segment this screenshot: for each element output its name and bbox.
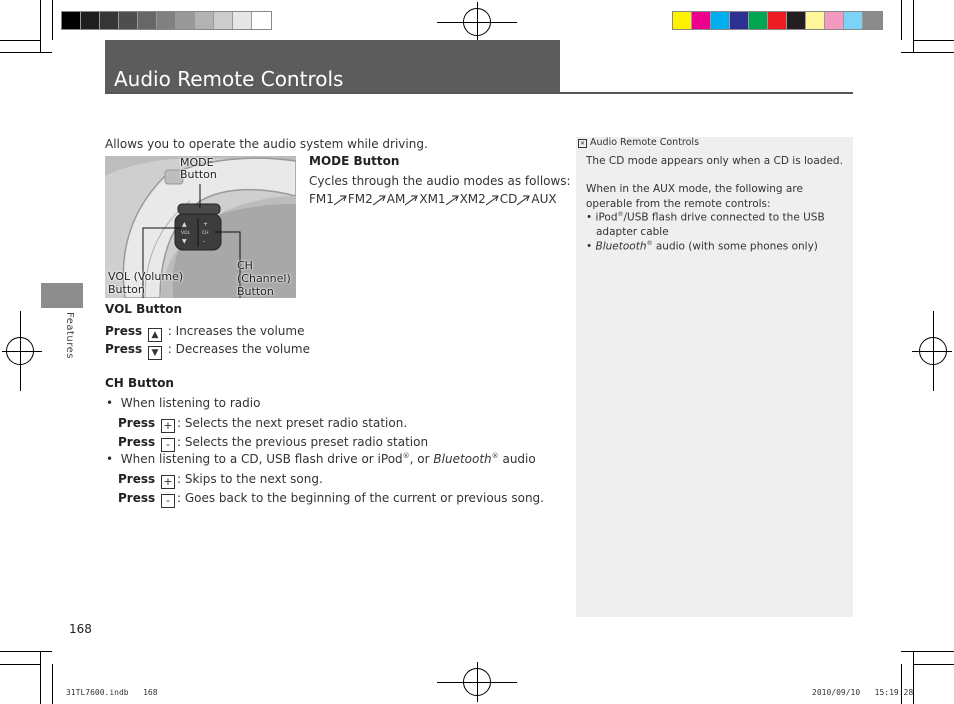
cd-bullet-or: , or <box>409 452 434 466</box>
note-text: /USB flash drive connected to the USB <box>623 211 825 224</box>
color-swatch <box>157 12 176 29</box>
note-heading: Audio Remote Controls <box>590 137 700 148</box>
press-label: Press <box>118 435 156 449</box>
radio-bullet-text: When listening to radio <box>120 396 261 410</box>
minus-key-icon: - <box>161 494 175 508</box>
title-band <box>105 40 560 93</box>
crop-mark <box>914 40 954 41</box>
cd-plus-row <box>118 472 323 489</box>
svg-text:-: - <box>203 238 206 245</box>
bullet-icon: • <box>586 240 596 253</box>
ch-callout-label <box>237 259 291 298</box>
footer-date: 2010/09/10 <box>812 688 861 697</box>
press-label: Press <box>105 342 143 356</box>
cd-plus-text: : Skips to the next song. <box>176 472 323 486</box>
color-swatch <box>711 12 730 29</box>
mode-step: XM2 <box>459 192 486 206</box>
section-tab-label: Features <box>64 312 75 359</box>
crop-mark <box>52 0 53 40</box>
color-swatch <box>119 12 138 29</box>
press-label: Press <box>105 324 143 338</box>
arrow-right-icon <box>405 194 419 206</box>
callout-line: Button <box>180 168 217 181</box>
mode-callout-label <box>180 157 217 181</box>
bullet-icon: • <box>586 211 596 224</box>
minus-key-icon: - <box>161 438 175 452</box>
arrow-right-icon <box>517 194 531 206</box>
callout-line: MODE <box>180 156 214 169</box>
arrow-right-icon <box>373 194 387 206</box>
radio-plus-text: : Selects the next preset radio station. <box>176 416 408 430</box>
press-label: Press <box>118 472 156 486</box>
color-swatch <box>62 12 81 29</box>
plus-key-icon: + <box>161 475 175 489</box>
svg-text:▲: ▲ <box>182 221 187 228</box>
vol-down-row <box>105 342 310 360</box>
crop-mark <box>913 0 914 52</box>
color-swatch <box>100 12 119 29</box>
svg-text:VOL: VOL <box>181 231 191 236</box>
footer-file <box>66 688 158 697</box>
note-text: audio (with some phones only) <box>652 240 818 253</box>
color-swatch <box>214 12 233 29</box>
note-line: The CD mode appears only when a CD is loaded. <box>586 155 843 167</box>
mode-step: FM1 <box>309 192 334 206</box>
title-rule <box>105 92 853 94</box>
gray-swatch-bar <box>61 11 272 30</box>
page-title: Audio Remote Controls <box>114 67 344 91</box>
note-text: iPod <box>595 211 618 224</box>
color-swatch <box>749 12 768 29</box>
intro-text: Allows you to operate the audio system while driving. <box>105 137 428 151</box>
crop-mark <box>40 0 41 52</box>
radio-plus-row <box>118 416 407 433</box>
mode-step: FM2 <box>347 192 373 206</box>
mode-step: AUX <box>531 192 557 206</box>
note-heading-row <box>578 137 699 148</box>
registration-mark <box>6 337 34 365</box>
vol-heading: VOL Button <box>105 302 183 316</box>
mode-step: AM <box>386 192 406 206</box>
callout-line: (Channel) <box>237 272 291 285</box>
note-bullet <box>586 211 825 224</box>
section-tab <box>41 283 83 308</box>
callout-line: CH <box>237 259 253 272</box>
press-label: Press <box>118 491 156 505</box>
color-swatch <box>81 12 100 29</box>
cd-minus-text: : Goes back to the beginning of the current or previous song. <box>176 491 544 505</box>
radio-minus-row <box>118 435 428 452</box>
callout-line: Button <box>237 285 274 298</box>
vol-callout-label <box>108 270 183 296</box>
note-icon: ✕ <box>579 140 586 147</box>
cd-minus-row <box>118 491 544 508</box>
color-swatch <box>692 12 711 29</box>
footer-time: 15:19:28 <box>874 688 914 697</box>
mode-step: CD <box>499 192 518 206</box>
arrow-right-icon <box>446 194 460 206</box>
bluetooth-text: Bluetooth <box>595 240 647 253</box>
cd-bullet-prefix: When listening to a CD, USB flash drive or iPod <box>120 452 403 466</box>
registered-mark: ® <box>617 211 624 218</box>
registered-mark: ® <box>646 240 653 247</box>
svg-text:+: + <box>203 221 209 228</box>
crop-mark <box>901 52 954 53</box>
color-swatch <box>825 12 844 29</box>
color-swatch <box>806 12 825 29</box>
triangle-down-icon: ▼ <box>148 346 162 360</box>
mode-heading: MODE Button <box>309 154 400 168</box>
color-swatch <box>233 12 252 29</box>
radio-minus-text: : Selects the previous preset radio station <box>176 435 429 449</box>
bluetooth-text: Bluetooth <box>433 452 492 466</box>
color-swatch <box>195 12 214 29</box>
crop-mark <box>0 40 40 41</box>
note-line: operable from the remote controls: <box>586 198 771 210</box>
ch-heading: CH Button <box>105 376 174 390</box>
footer-timestamp <box>812 688 913 697</box>
footer-filename: 31TL7600.indb <box>66 688 129 697</box>
arrow-right-icon <box>334 194 348 206</box>
crop-mark <box>901 0 902 40</box>
crop-mark <box>901 664 902 704</box>
callout-line: VOL (Volume) <box>108 270 184 283</box>
plus-key-icon: + <box>161 419 175 433</box>
vol-up-text: : Increases the volume <box>167 324 305 338</box>
registration-mark <box>463 8 491 36</box>
crop-mark <box>40 651 41 704</box>
color-swatch <box>768 12 787 29</box>
color-swatch <box>863 12 882 29</box>
note-line: adapter cable <box>596 226 669 238</box>
svg-text:CH: CH <box>202 231 209 236</box>
bullet-icon: • <box>106 396 121 410</box>
vol-up-row <box>105 324 304 342</box>
color-swatch <box>176 12 195 29</box>
radio-bullet <box>106 396 260 410</box>
color-swatch <box>730 12 749 29</box>
note-line: When in the AUX mode, the following are <box>586 183 803 195</box>
note-bullet <box>586 240 818 253</box>
registered-mark: ® <box>402 452 410 460</box>
cd-bullet-suffix: audio <box>498 452 536 466</box>
mode-sequence <box>309 192 557 206</box>
registration-mark <box>919 337 947 365</box>
arrow-right-icon <box>486 194 500 206</box>
color-swatch <box>787 12 806 29</box>
crop-mark <box>0 52 52 53</box>
triangle-up-icon: ▲ <box>148 328 162 342</box>
bullet-icon: • <box>106 452 121 466</box>
cd-bullet <box>106 452 536 466</box>
registration-mark <box>463 668 491 696</box>
registered-mark: ® <box>491 452 499 460</box>
mode-step: XM1 <box>419 192 446 206</box>
color-swatch <box>673 12 692 29</box>
color-swatch <box>138 12 157 29</box>
color-swatch <box>844 12 863 29</box>
crop-mark <box>914 664 954 665</box>
vol-down-text: : Decreases the volume <box>167 342 310 356</box>
svg-text:▼: ▼ <box>182 238 187 245</box>
color-swatch <box>252 12 271 29</box>
footer-page: 168 <box>143 688 158 697</box>
crop-mark <box>0 651 52 652</box>
color-swatch-bar <box>672 11 883 30</box>
crop-mark <box>0 664 40 665</box>
callout-line: Button <box>108 283 145 296</box>
page-number: 168 <box>69 622 92 636</box>
mode-description: Cycles through the audio modes as follows: <box>309 174 571 188</box>
crop-mark <box>901 651 954 652</box>
press-label: Press <box>118 416 156 430</box>
crop-mark <box>52 664 53 704</box>
